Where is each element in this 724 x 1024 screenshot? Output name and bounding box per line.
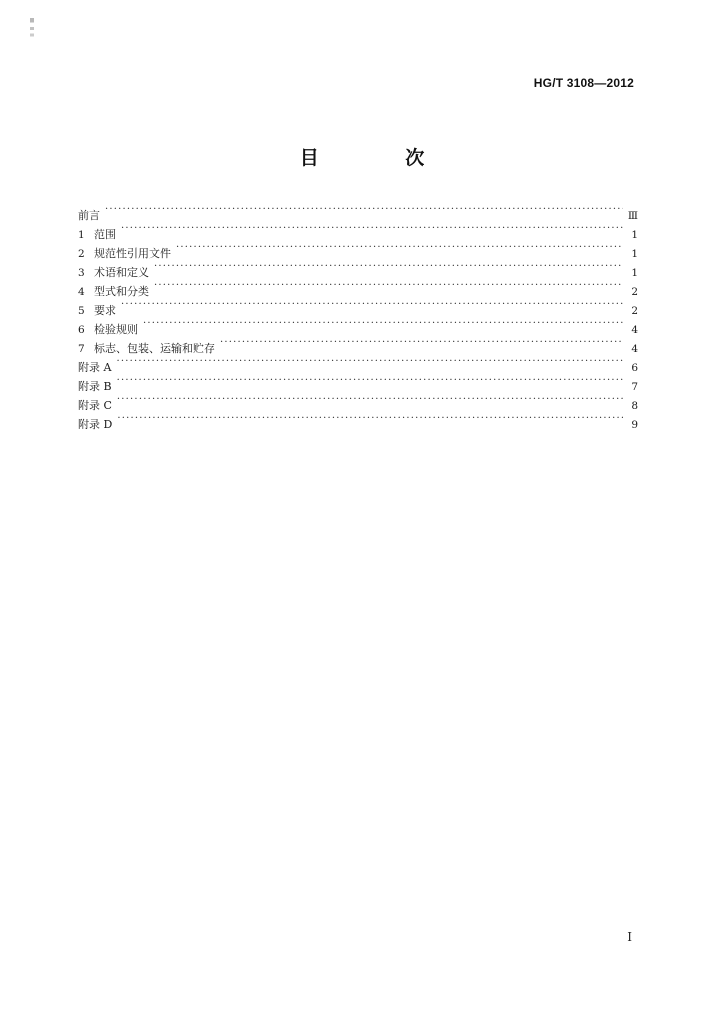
toc-entry-number: 4 bbox=[78, 286, 85, 298]
toc-dot-leader bbox=[143, 314, 623, 333]
toc-entry-label: 附录 C bbox=[78, 399, 112, 412]
toc-entry-label: 标志、包装、运输和贮存 bbox=[94, 342, 215, 355]
toc-dot-leader bbox=[176, 238, 623, 257]
toc-dot-leader bbox=[121, 295, 623, 314]
toc-entry-label: 附录 B bbox=[78, 380, 112, 393]
toc-dot-leader bbox=[117, 409, 623, 428]
standard-number: HG/T 3108—2012 bbox=[533, 76, 634, 90]
toc-dot-leader bbox=[220, 333, 623, 352]
toc-entry-annex-a[interactable] bbox=[78, 352, 638, 374]
toc-dot-leader bbox=[117, 371, 623, 390]
toc-entry-page: Ⅲ bbox=[627, 210, 638, 222]
toc-entry-label: 前言 bbox=[78, 209, 100, 222]
toc-entry-label: 规范性引用文件 bbox=[94, 247, 171, 260]
toc-dot-leader bbox=[121, 219, 623, 238]
toc-entry-page: 1 bbox=[631, 267, 638, 279]
toc-entry-page: 2 bbox=[631, 305, 638, 317]
toc-entry-label: 范围 bbox=[94, 228, 116, 241]
toc-entry-page: 8 bbox=[631, 400, 638, 412]
toc-entry-number: 3 bbox=[78, 267, 85, 279]
toc-entry-label: 检验规则 bbox=[94, 323, 138, 336]
toc-entry-inspection-rules[interactable] bbox=[78, 314, 638, 336]
toc-entry-annex-d[interactable] bbox=[78, 409, 638, 431]
toc-dot-leader bbox=[154, 276, 623, 295]
toc-entry-page: 2 bbox=[631, 286, 638, 298]
toc-entry-label: 附录 A bbox=[78, 361, 112, 374]
toc-entry-page: 4 bbox=[631, 324, 638, 336]
toc-entry-scope[interactable] bbox=[78, 219, 638, 241]
toc-dot-leader bbox=[117, 390, 623, 409]
toc-entry-label: 附录 D bbox=[78, 418, 113, 431]
toc-entry-types-classification[interactable] bbox=[78, 276, 638, 298]
toc-entry-page: 6 bbox=[631, 362, 638, 374]
toc-entry-number: 7 bbox=[78, 343, 85, 355]
toc-dot-leader bbox=[116, 352, 623, 371]
toc-entry-normative-references[interactable] bbox=[78, 238, 638, 260]
toc-dot-leader bbox=[105, 200, 623, 219]
toc-entry-annex-c[interactable] bbox=[78, 390, 638, 412]
toc-entry-label: 型式和分类 bbox=[94, 285, 149, 298]
page-number: I bbox=[627, 930, 632, 944]
toc-entry-terms-definitions[interactable] bbox=[78, 257, 638, 279]
toc-entry-page: 1 bbox=[631, 229, 638, 241]
toc-entry-number: 2 bbox=[78, 248, 85, 260]
toc-entry-page: 4 bbox=[631, 343, 638, 355]
toc-entry-label: 术语和定义 bbox=[94, 266, 149, 279]
toc-entry-label: 要求 bbox=[94, 304, 116, 317]
toc-dot-leader bbox=[154, 257, 623, 276]
toc-entry-annex-b[interactable] bbox=[78, 371, 638, 393]
toc-entry-page: 1 bbox=[631, 248, 638, 260]
toc-entry-marking-packaging[interactable] bbox=[78, 333, 638, 355]
toc-entry-number: 6 bbox=[78, 324, 85, 336]
toc-entry-page: 7 bbox=[631, 381, 638, 393]
toc-entry-number: 5 bbox=[78, 305, 85, 317]
scan-artifact bbox=[30, 18, 34, 40]
toc-entry-number: 1 bbox=[78, 229, 85, 241]
page-title: 目 次 bbox=[299, 147, 465, 169]
toc-entry-requirements[interactable] bbox=[78, 295, 638, 317]
toc-entry-foreword[interactable] bbox=[78, 200, 638, 222]
toc-entry-page: 9 bbox=[631, 419, 638, 431]
table-of-contents bbox=[78, 200, 638, 431]
